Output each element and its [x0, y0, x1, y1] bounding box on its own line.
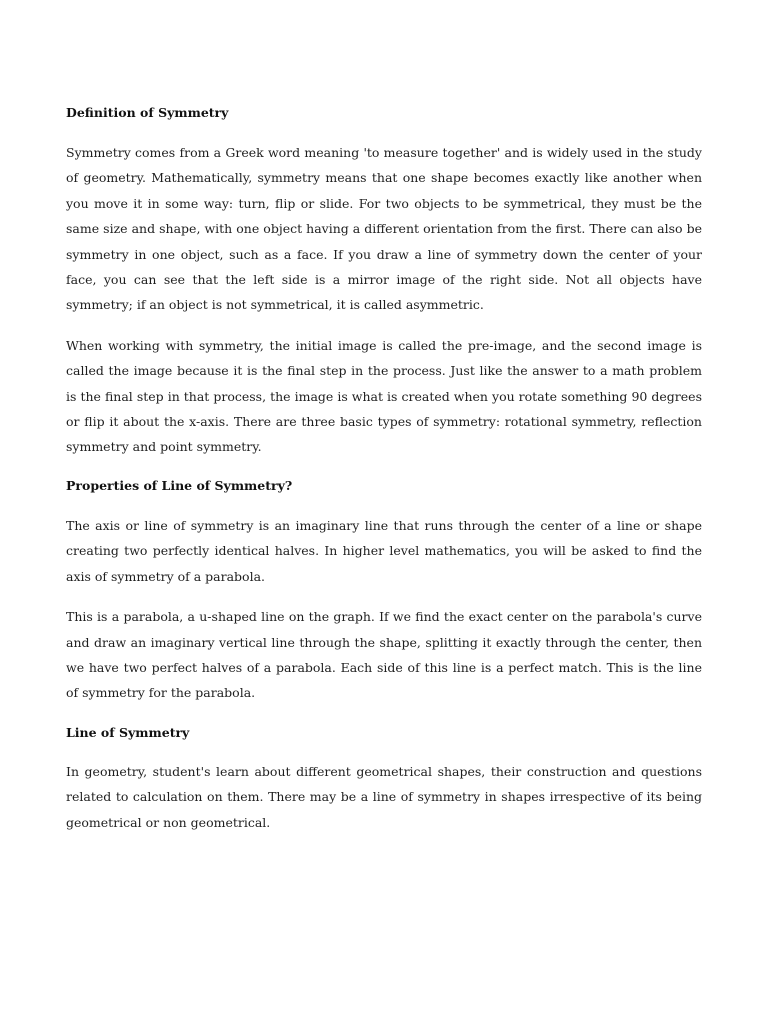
paragraph-definition: Symmetry comes from a Greek word meaning 'to measure together' and is widely used in the study of geometry. Mathematically, symmetry means that one shape becomes exactly like another when you move it in some way: turn, flip or slide. For two objects to be symmetrical, they must be the same size and shape, with one object having a different orientation from the first. There can also be symmetry in one object, such as a face. If you draw a line of symmetry down the center of your face, you can see that the left side is a mirror image of the right side. Not all objects have symmetry; if an object is not symmetrical, it is called asymmetric.	[66, 145, 702, 313]
section-heading-definition: Definition of Symmetry	[66, 105, 229, 120]
paragraph-axis: The axis or line of symmetry is an imaginary line that runs through the center of a line or shape creating two perfectly identical halves. In higher level mathematics, you will be asked to find the axis of symmetry of a parabola.	[66, 517, 702, 584]
paragraph-geometry: In geometry, student's learn about different geometrical shapes, their construction and questions related to calculation on them. There may be a line of symmetry in shapes irrespective of its being geometrical or non geometrical.	[66, 763, 702, 830]
section-heading-properties: Properties of Line of Symmetry?	[66, 477, 293, 493]
paragraph-pre-image: When working with symmetry, the initial image is called the pre-image, and the second image is called the image because it is the final step in the process. Just like the answer to a math problem is the final step in that process, the image is what is created when you rotate something 90 degrees or flip it about the x-axis. There are three basic types of symmetry: rotational symmetry, reflection symmetry and point symmetry.	[66, 337, 702, 455]
section-heading-line-of-symmetry: Line of Symmetry	[66, 724, 190, 740]
document-page	[66, 100, 702, 835]
paragraph-parabola: This is a parabola, a u-shaped line on the graph. If we find the exact center on the parabola's curve and draw an imaginary vertical line through the shape, splitting it exactly through the center, then we have two perfect halves of a parabola. Each side of this line is a perfect match. This is the line of symmetry for the parabola.	[66, 609, 702, 701]
